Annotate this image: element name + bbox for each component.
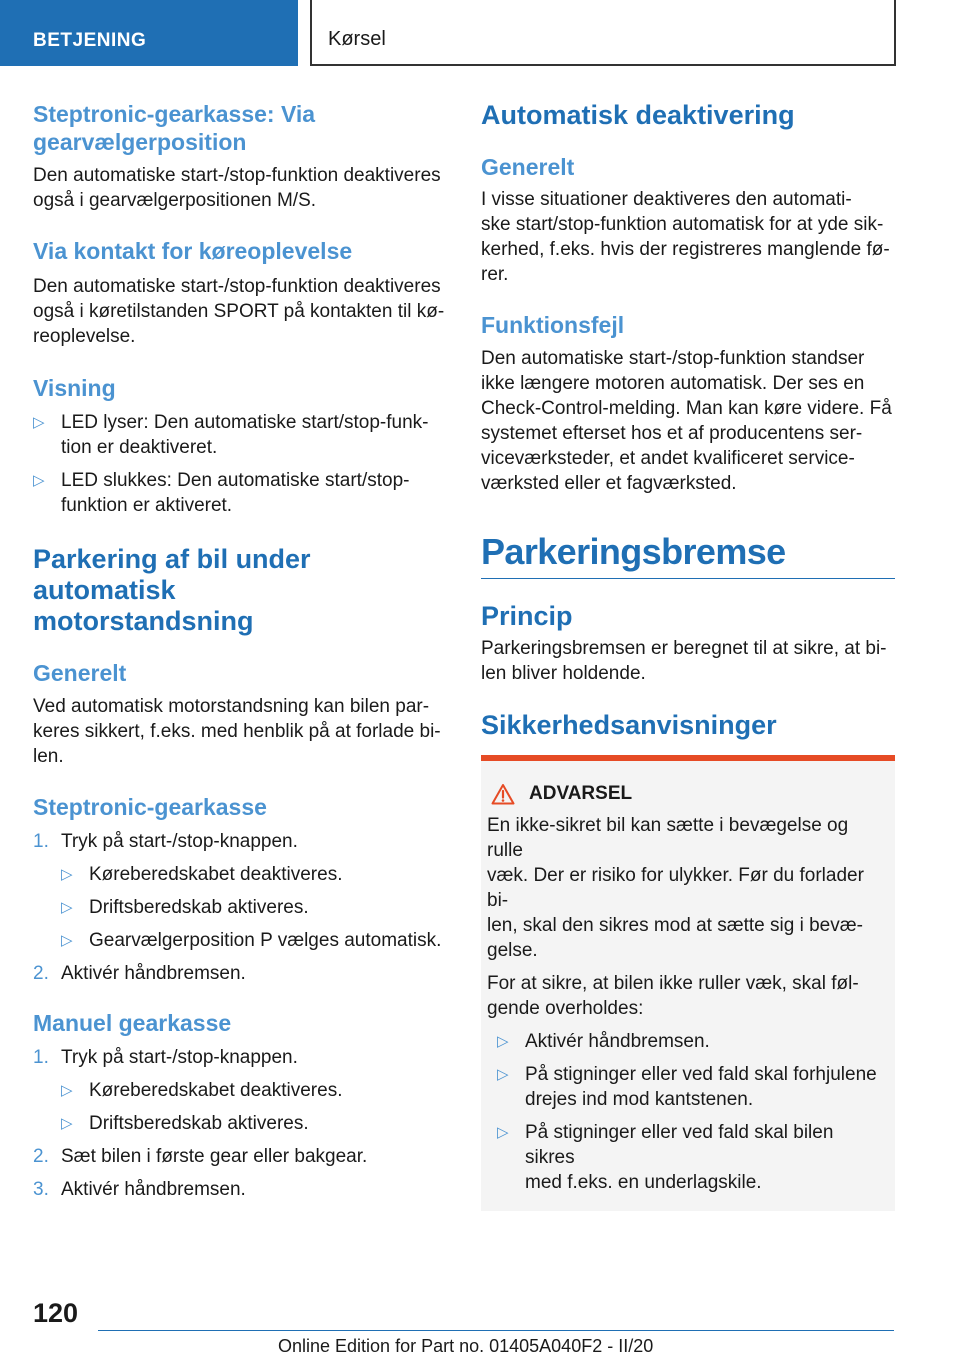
section-automatisk-deaktivering bbox=[481, 100, 895, 287]
heading: Steptronic-gearkasse: Via gearvælgerposition bbox=[33, 101, 316, 155]
warning-triangle-icon bbox=[491, 783, 515, 805]
triangle-bullet-icon: ▷ bbox=[33, 414, 45, 431]
bullet-list bbox=[61, 1078, 448, 1136]
section-parkeringsbremse bbox=[481, 530, 895, 686]
bullet-list bbox=[497, 1029, 888, 1195]
warning-title: ADVARSEL bbox=[487, 783, 888, 805]
list-item: ▷ Gearvælgerposition P vælges automatisk. bbox=[61, 930, 442, 951]
section-via-kontakt bbox=[33, 237, 448, 349]
warning-text: For at sikre, at bilen ikke ruller væk, skal føl- gende overholdes: bbox=[487, 973, 859, 1019]
list-item: ▷ På stigninger eller ved fald skal forhjulene drejes ind mod kantstenen. bbox=[497, 1064, 877, 1110]
triangle-bullet-icon: ▷ bbox=[33, 472, 45, 489]
subheading: Princip bbox=[481, 601, 573, 631]
triangle-bullet-icon: ▷ bbox=[497, 1066, 509, 1083]
heading: Visning bbox=[33, 375, 116, 401]
triangle-bullet-icon: ▷ bbox=[61, 899, 73, 916]
heading: Via kontakt for køreoplevelse bbox=[33, 238, 353, 264]
section-steptronic bbox=[33, 793, 448, 986]
list-item: ▷ Køreberedskabet deaktiveres. bbox=[61, 1080, 343, 1101]
section-funktionsfejl bbox=[481, 311, 895, 496]
list-item: ▷ Aktivér håndbremsen. bbox=[497, 1031, 710, 1052]
list-item: 2. Sæt bilen i første gear eller bakgear. bbox=[33, 1146, 368, 1167]
section-visning bbox=[33, 374, 448, 518]
list-item: ▷ Driftsberedskab aktiveres. bbox=[61, 1113, 309, 1134]
section-parkering-motorstandsning bbox=[33, 544, 448, 769]
chapter-heading: Parkeringsbremse bbox=[481, 530, 895, 579]
chapter-title: Kørsel bbox=[310, 0, 896, 66]
section-sikkerhedsanvisninger bbox=[481, 710, 895, 1211]
bullet-list bbox=[33, 410, 448, 518]
heading: Parkering af bil under automatisk motorstandsning bbox=[33, 544, 311, 636]
section-steptronic-via-gear bbox=[33, 100, 448, 213]
paragraph: Ved automatisk motorstandsning kan bilen par- keres sikkert, f.eks. med henblik på at forlade bi- len. bbox=[33, 696, 441, 767]
triangle-bullet-icon: ▷ bbox=[61, 1115, 73, 1132]
list-item: 1. Tryk på start-/stop-knappen. ▷ Køreberedskabet deaktiveres. ▷ Driftsberedskab aktiveres. bbox=[33, 1045, 448, 1136]
subheading: Generelt bbox=[481, 154, 575, 180]
subheading: Generelt bbox=[33, 660, 127, 686]
paragraph: Den automatiske start-/stop-funktion deaktiveres også i gearvælgerpositionen M/S. bbox=[33, 165, 441, 211]
heading: Funktionsfejl bbox=[481, 312, 625, 338]
triangle-bullet-icon: ▷ bbox=[61, 866, 73, 883]
page-number: 120 bbox=[33, 1298, 79, 1328]
warning-box bbox=[481, 755, 895, 1211]
heading: Steptronic-gearkasse bbox=[33, 794, 267, 820]
section-tab: BETJENING bbox=[0, 0, 298, 66]
paragraph: Parkeringsbremsen er beregnet til at sikre, at bi- len bliver holdende. bbox=[481, 638, 887, 684]
paragraph: I visse situationer deaktiveres den automati- ske start/stop-funktion automatisk for at yde sik- kerhed, f.eks. hvis der registreres manglende fø- rer. bbox=[481, 189, 890, 285]
heading: Sikkerhedsanvisninger bbox=[481, 710, 777, 740]
list-item: ▷ LED lyser: Den automatiske start/stop-funk- tion er deaktiveret. bbox=[33, 412, 429, 458]
bullet-list bbox=[61, 862, 448, 953]
list-item: ▷ På stigninger eller ved fald skal bilen sikres med f.eks. en underlagskile. bbox=[497, 1122, 834, 1193]
footer-divider bbox=[98, 1330, 894, 1331]
numbered-list bbox=[33, 1045, 448, 1202]
section-manuel-gearkasse bbox=[33, 1009, 448, 1202]
list-item: ▷ Driftsberedskab aktiveres. bbox=[61, 897, 309, 918]
triangle-bullet-icon: ▷ bbox=[61, 932, 73, 949]
triangle-bullet-icon: ▷ bbox=[61, 1082, 73, 1099]
paragraph: Den automatiske start-/stop-funktion deaktiveres også i køretilstanden SPORT på kontakten til kø- reoplevelse. bbox=[33, 276, 445, 347]
paragraph: Den automatiske start-/stop-funktion standser ikke længere motoren automatisk. Der ses en Check-Control-melding. Man kan køre videre. Få systemet efterset hos et af producentens ser- viceværksteder, et andet kvalificeret service- værksted eller et fagværksted. bbox=[481, 348, 892, 494]
list-item: ▷ LED slukkes: Den automatiske start/stop- funktion er aktiveret. bbox=[33, 470, 410, 516]
edition-text: Online Edition for Part no. 01405A040F2 - II/20 bbox=[278, 1336, 654, 1356]
heading: Automatisk deaktivering bbox=[481, 100, 795, 130]
list-item: 2. Aktivér håndbremsen. bbox=[33, 963, 246, 984]
triangle-bullet-icon: ▷ bbox=[497, 1033, 509, 1050]
numbered-list bbox=[33, 829, 448, 986]
list-item: ▷ Køreberedskabet deaktiveres. bbox=[61, 864, 343, 885]
list-item: 1. Tryk på start-/stop-knappen. ▷ Køreberedskabet deaktiveres. ▷ Driftsberedskab aktiveres. ▷ Gearvælgerposition P vælges automatisk. bbox=[33, 829, 448, 953]
triangle-bullet-icon: ▷ bbox=[497, 1124, 509, 1141]
left-column bbox=[33, 100, 448, 1202]
heading: Manuel gearkasse bbox=[33, 1010, 232, 1036]
right-column bbox=[481, 100, 895, 1211]
list-item: 3. Aktivér håndbremsen. bbox=[33, 1179, 246, 1200]
warning-text: En ikke-sikret bil kan sætte i bevægelse og rulle væk. Der er risiko for ulykker. Før du forlader bi- len, skal den sikres mod at sætte sig i bevæ- gelse. bbox=[487, 815, 864, 961]
